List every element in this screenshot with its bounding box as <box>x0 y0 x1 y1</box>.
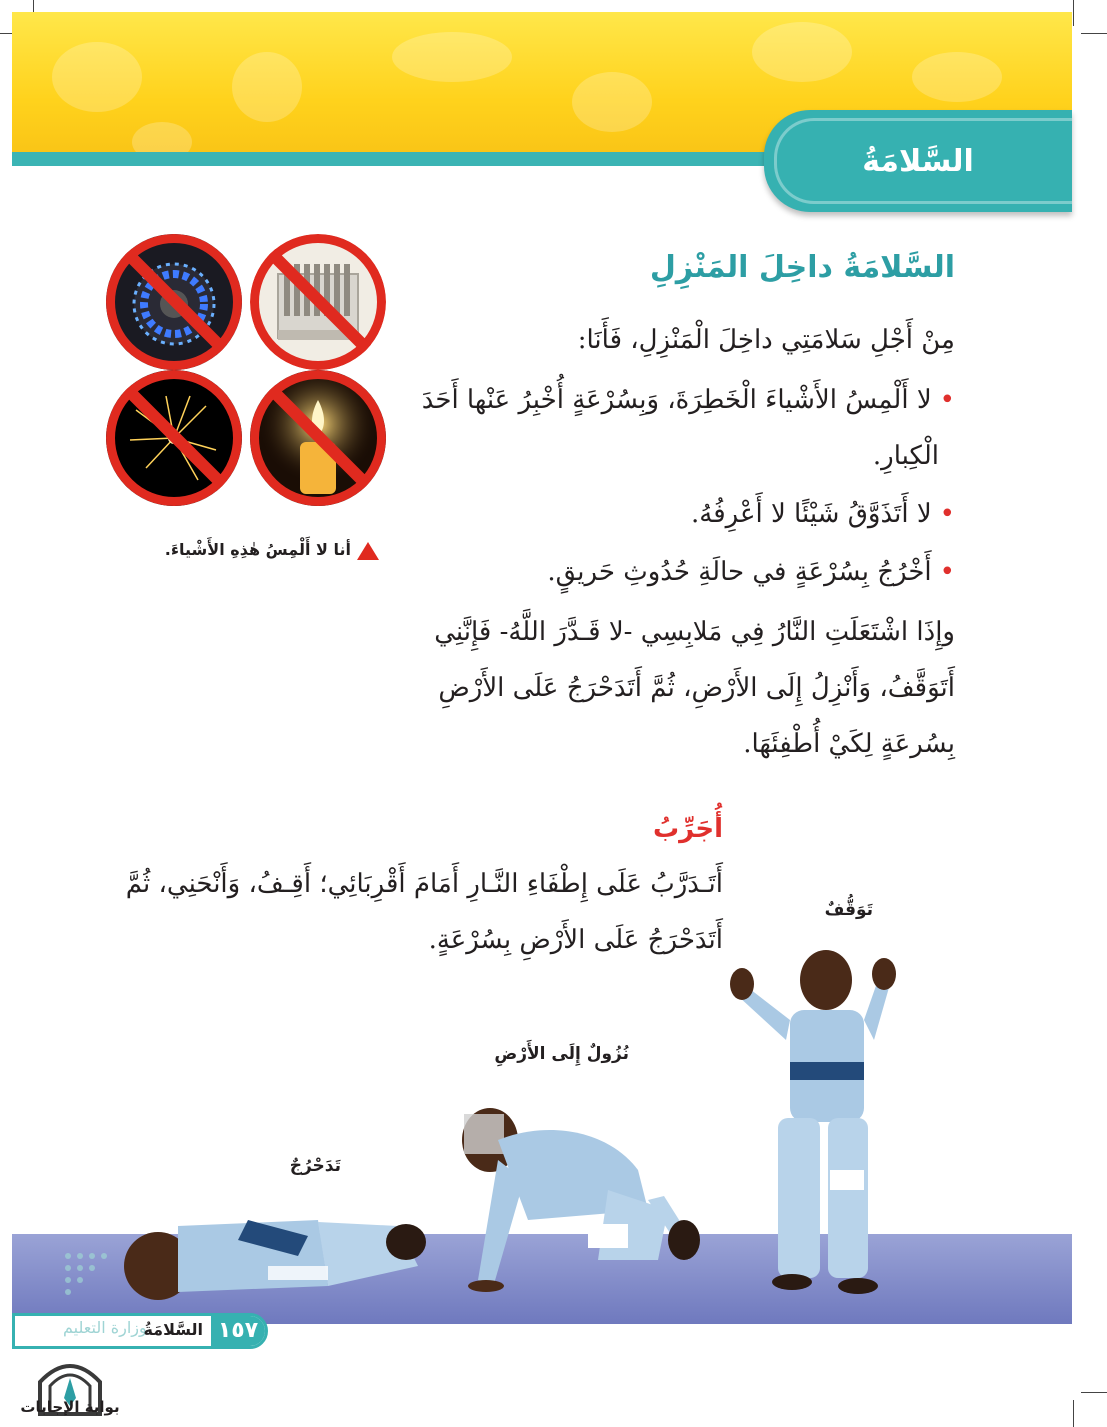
step-label-down: نُزُولٌ إِلَى الأَرْضِ <box>494 1044 629 1064</box>
site-name: بوابة الإجابات <box>20 1398 120 1416</box>
try-heading: أُجَرِّبُ <box>653 814 723 844</box>
watermark-text: وزارة التعليم <box>63 1318 147 1337</box>
images-caption: أنا لا أَلْمِسُ هٰذِهِ الأَشْياءَ. <box>165 540 351 559</box>
try-line: أَتَدَحْرَجُ عَلَى الأَرْضِ بِسُرْعَةٍ. <box>428 925 723 955</box>
bullet-item: •أَخْرُجُ بِسُرْعَةٍ في حالَةِ حُدُوثِ حَريقٍ. <box>547 557 955 587</box>
page-number: ١٥٧ <box>211 1316 265 1346</box>
crop-mark <box>1073 0 1074 26</box>
sparkler-icon <box>106 370 242 506</box>
step-label-roll: تَدَحْرُجٌ <box>289 1156 341 1176</box>
chapter-title-tab <box>764 110 1072 212</box>
footer-chapter-title: السَّلامَةُ <box>143 1320 203 1339</box>
bullet-item: •لا أَتَذَوَّقُ شَيْئًا لا أَعْرِفُهُ. <box>690 499 955 529</box>
fire-paragraph-line: وإِذَا اشْتَعَلَتِ النَّارُ فِي مَلابِسِي -لا قَـدَّرَ اللَّهُ- فَإِنَّنِي <box>434 617 955 647</box>
bullet-continuation: الْكِبارِ. <box>872 441 939 471</box>
triangle-marker-icon <box>357 542 379 560</box>
crop-mark <box>1081 33 1107 34</box>
fire-paragraph-line: بِسُرعَةٍ لِكَيْ أُطْفِئَهَا. <box>743 729 955 759</box>
matches-icon <box>250 234 386 370</box>
section-heading: السَّلامَةُ داخِلَ المَنْزِلِ <box>649 250 955 285</box>
crop-mark <box>1073 1400 1074 1427</box>
gas-burner-icon <box>106 234 242 370</box>
bullet-dot: • <box>939 557 955 587</box>
chapter-title: السَّلامَةُ <box>862 143 974 179</box>
bullet-item: •لا أَلْمِسُ الأَشْياءَ الْخَطِرَةَ، وَبِسُرْعَةٍ أُخْبِرُ عَنْها أَحَدَ <box>421 385 955 415</box>
watermark-dots <box>62 1250 202 1300</box>
crop-mark <box>1081 1392 1107 1393</box>
child-standing-illustration <box>728 940 898 1300</box>
step-label-stop: تَوَقُّفٌ <box>824 900 873 920</box>
intro-line: مِنْ أَجْلِ سَلامَتِي داخِلَ الْمَنْزِلِ، فَأَنَا: <box>577 325 955 355</box>
try-line: أَتَـدَرَّبُ عَلَى إِطْفَاءِ النَّـارِ أَمَامَ أَقْرِبَائِي؛ أَقِـفُ، وَأَنْحَنِي، ثُمَّ <box>125 869 723 899</box>
candle-icon <box>250 370 386 506</box>
fire-paragraph-line: أَتَوَقَّفُ، وَأَنْزِلُ إِلَى الأَرْضِ، ثُمَّ أَتَدَحْرَجُ عَلَى الأَرْضِ <box>438 673 955 703</box>
footer-bar <box>12 1313 268 1349</box>
child-kneeling-illustration <box>458 1100 718 1310</box>
bullet-dot: • <box>939 385 955 415</box>
bullet-dot: • <box>939 499 955 529</box>
